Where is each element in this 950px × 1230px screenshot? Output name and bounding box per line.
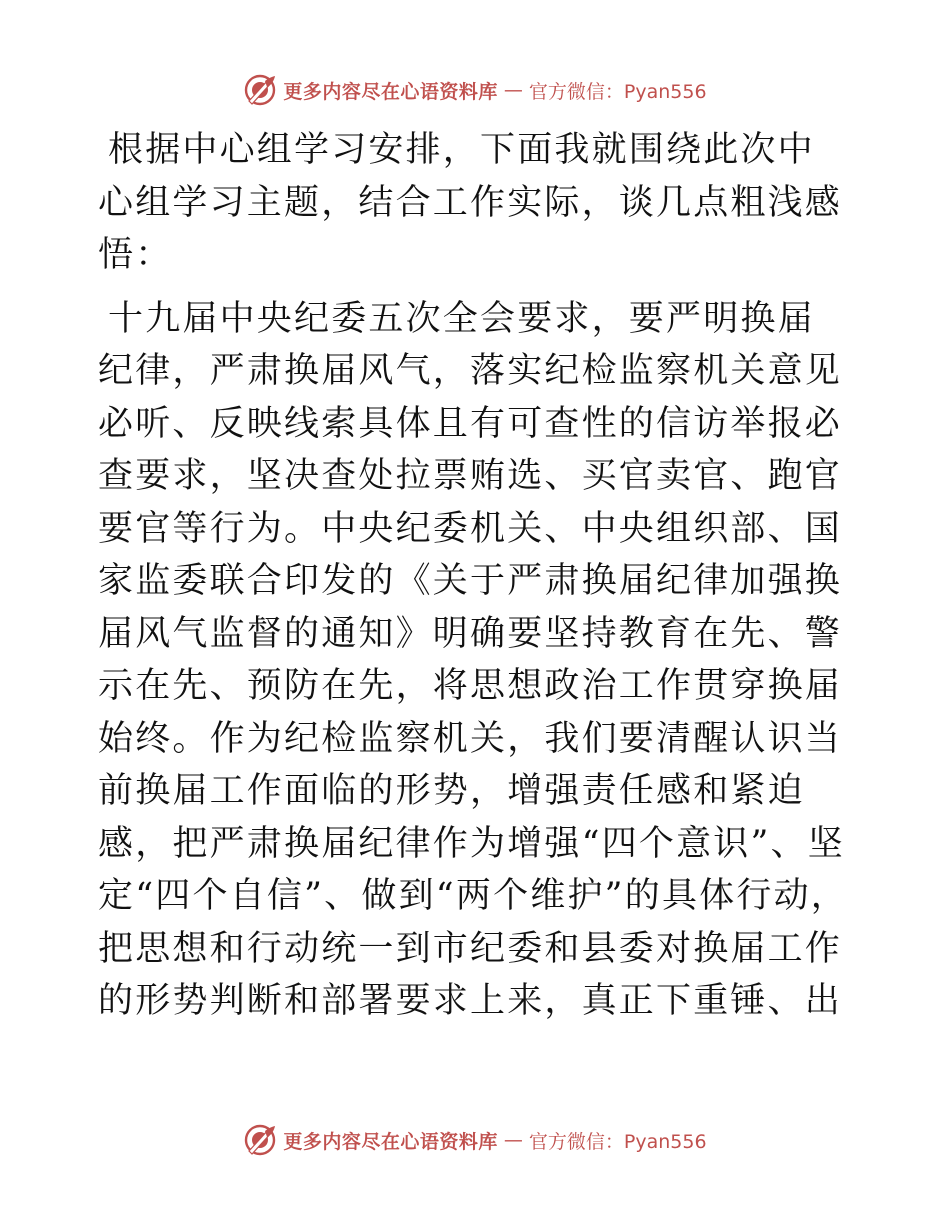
page-header-watermark <box>0 70 950 110</box>
page-footer-watermark <box>0 1120 950 1160</box>
quill-logo-icon <box>243 1123 277 1157</box>
watermark-separator: — <box>503 1129 523 1151</box>
watermark-brand <box>243 73 706 107</box>
watermark-brand-footer <box>243 1123 706 1157</box>
paragraph-intro: 根据中心组学习安排，下面我就围绕此次中心组学习主题，结合工作实际，谈几点粗浅感悟： <box>98 130 843 275</box>
watermark-brand-text: 更多内容尽在心语资料库 <box>283 80 498 103</box>
watermark-brand-text: 更多内容尽在心语资料库 <box>283 1130 498 1153</box>
document-body <box>98 124 850 1028</box>
watermark-contact: 官方微信：Pyan556 <box>528 80 707 103</box>
quill-logo-icon <box>243 73 277 107</box>
watermark-contact: 官方微信：Pyan556 <box>528 1130 707 1153</box>
paragraph-main: 十九届中央纪委五次全会要求，要严明换届纪律，严肃换届风气，落实纪检监察机关意见必听、反映线索具体且有可查性的信访举报必查要求，坚决查处拉票贿选、买官卖官、跑官要官等行为。中央纪委机关、中央组织部、国家监委联合印发的《关于严肃换届纪律加强换届风气监督的通知》明确要坚持教育在先、警示在先、预防在先，将思想政治工作贯穿换届始终。作为纪检监察机关，我们要清醒认识当前换届工作面临的形势，增强责任感和紧迫感，把严肃换届纪律作为增强“四个意识”、坚定“四个自信”、做到“两个维护”的具体行动，把思想和行动统一到市纪委和县委对换届工作的形势判断和部署要求上来，真正下重锤、出 <box>98 298 848 1021</box>
watermark-separator: — <box>503 79 523 101</box>
